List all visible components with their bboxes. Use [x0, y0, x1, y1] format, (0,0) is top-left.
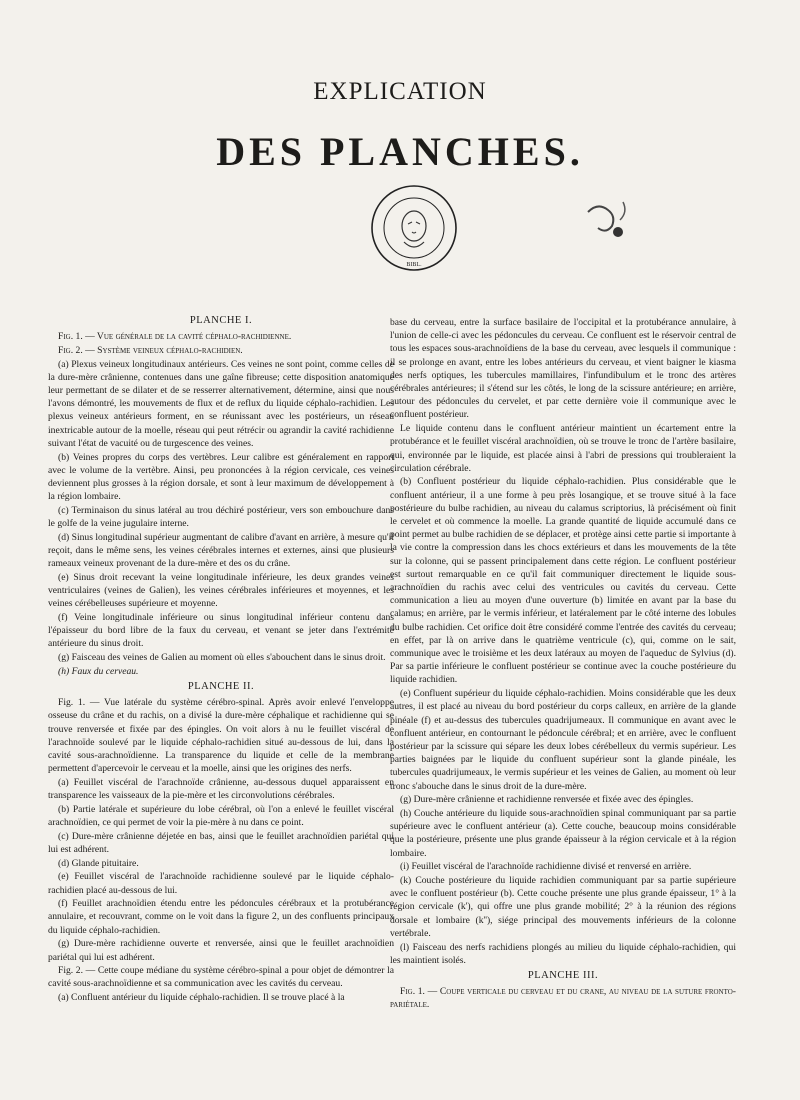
title-des-planches: DES PLANCHES.: [216, 129, 584, 174]
svg-text:BIBL.: BIBL.: [406, 262, 422, 268]
plate-2-item-e: (e) Feuillet viscéral de l'arachnoïde rachidienne soulevé par le liquide céphalo-rachidien placé au-dessous de lui.: [48, 871, 394, 896]
plate-2-item-b: (b) Partie latérale et supérieure du lobe cérébral, où l'on a enlevé le feuillet viscéral arachnoïdien, ce qui permet de voir la pie-mère à nu dans ce point.: [48, 803, 394, 829]
plate-1-item-e: (e) Sinus droit recevant la veine longitudinale inférieure, les deux grandes veines ventriculaires (veines de Galien), les veines cérébrales inférieures et moyennes, et les veines cérébelleuses supérieure et moyenne.: [48, 571, 394, 610]
plate-2-item-g: (g) Dure-mère rachidienne ouverte et renversée, ainsi que le feuillet arachnoïdien pariétal qui lui est adhérent.: [48, 938, 394, 963]
left-column: [48, 312, 394, 1005]
right-para-9: (l) Faisceau des nerfs rachidiens plongés au milieu du liquide céphalo-rachidien, qui les maintient isolés.: [390, 941, 736, 966]
right-para-8: (k) Couche postérieure du liquide rachidien communiquant par sa partie supérieure avec le confluent postérieur (b). Cette couche présente une plus grande épaisseur, 1° à la région cervicale (k'), qui offre une plus grande mobilité; 2° à la réunion des régions dorsale et lombaire (k''), siége principal des mouvements inférieurs de la colonne vertébrale.: [390, 875, 736, 939]
plate-2-item-d: (d) Glande pituitaire.: [58, 857, 139, 869]
plate-3-fig-1: Fig. 1. — Coupe verticale du cerveau et du crane, au niveau de la suture fronto-pariétale.: [390, 986, 736, 1011]
library-stamp: [368, 182, 460, 274]
plate-1-item-b: (b) Veines propres du corps des vertèbres. Leur calibre est généralement en rapport avec le volume de la vertèbre. Ainsi, peu prononcées à la région cervicale, ces veines deviennent plus grosses à la région dorsale, et sont à leur maximum de développement à la région lombaire.: [48, 451, 394, 503]
plate-1-item-g: (g) Faisceau des veines de Galien au moment où elles s'abouchent dans le sinus droit.: [58, 652, 386, 664]
plate-1-fig-2: Fig. 2. — Système veineux céphalo-rachidien.: [58, 344, 243, 356]
plate-2-heading: PLANCHE II.: [187, 680, 255, 692]
right-para-1: base du cerveau, entre la surface basilaire de l'occipital et la protubérance annulaire, à l'union de celle-ci avec les pédoncules du cerveau. Ce confluent est le réservoir central de tous les espaces sous-arachnoïdiens de la base du cerveau, avec lesquels il communique : il se prolonge en avant, entre les lobes antérieurs du cerveau, et vient baigner le kiasma des nerfs optiques, les tubercules mamillaires, l'infundibulum et le tronc des artères cérébrales antérieures; il s'étend sur les côtés, le long de la scissure antérieure; en arrière, autour des pédoncules du cervelet, et par cette dernière voie il communique avec le confluent postérieur.: [390, 317, 736, 421]
right-column: [390, 316, 736, 1012]
title-explication: EXPLICATION: [313, 78, 487, 105]
right-para-2: Le liquide contenu dans le confluent antérieur maintient un écartement entre la protubérance et le feuillet viscéral arachnoïdien, où se trouve le tronc de l'artère basilaire, qui, environnée par le liquide, est placée ainsi à l'abri de pressions qui troubleraient la circulation cérébrale.: [390, 423, 736, 474]
plate-2-fig-2-item-a: (a) Confluent antérieur du liquide céphalo-rachidien. Il se trouve placé à la: [58, 992, 345, 1004]
right-para-4: (e) Confluent supérieur du liquide céphalo-rachidien. Moins considérable que les deux autres, il est placé au niveau du bord postérieur du corps calleux, en arrière de la glande pinéale (f) et au-dessus des tubercules quadrijumeaux. Il communique en avant avec le confluent antérieur, en contournant le pédoncule cérébral; et en arrière, avec le confluent postérieur par la scissure qui sépare les deux lobes cérébelleux du vermis supérieur. Les parties baignées par le liquide du confluent supérieur sont la glande pinéale, les tubercules quadrijumeaux, le vermis supérieur et les veines de Galien, au moment où leur tronc s'abouche dans le sinus droit de la dure-mère.: [390, 688, 736, 792]
faint-stamp-mark: [568, 182, 648, 262]
plate-2-fig-1: Fig. 1. — Vue latérale du système cérébro-spinal. Après avoir enlevé l'enveloppe osseuse du crâne et du rachis, on a divisé la dure-mère céphalique et rachidienne qui se trouve renversée et fixée par des épingles. On voit alors à nu le feuillet viscéral de l'arachnoïde soulevé par le liquide céphalo-rachidien situé au-dessous de lui, dans la cavité sous-arachnoïdienne. La transparence du liquide et celle de la membrane permettent d'apercevoir le cerveau et la moelle, ainsi que les origines des nerfs.: [48, 697, 394, 775]
right-para-5: (g) Dure-mère crânienne et rachidienne renversée et fixée avec des épingles.: [400, 794, 694, 806]
plate-1-item-h: (h) Faux du cerveau.: [58, 665, 139, 677]
right-para-3: (b) Confluent postérieur du liquide céphalo-rachidien. Plus considérable que le confluent antérieur, il a une forme à peu près losangique, et se trouve situé à la face postérieure du bulbe rachidien, au niveau du calamus scriptorius, là précisément où finit le cervelet et où commence la moelle. La grande quantité de liquide accumulé dans ce point permet au bulbe rachidien de se déplacer, et protège ainsi cette partie si importante à la vie contre la compression dans les chocs extérieurs et dans les mouvements de la tête sur la colonne, qui se passent principalement dans cette région. Le confluent postérieur est surtout remarquable en ce qu'il fait communiquer directement le liquide sous-arachnoïdien du rachis avec celui des ventricules ou cavités du cerveau. Cette communication a lieu au moyen d'une ouverture (b) limitée en avant par la base du calamus; en arrière, par le vermis inférieur, et latéralement par le côté interne des lobules du bulbe rachidien. Cet orifice doit être considéré comme l'entrée des cavités du cerveau; en effet, par là on arrive dans le quatrième ventricule (c), qui, comme on le sait, communique avec le troisième et les deux latéraux au moyen de l'aqueduc de Sylvius (d). Par sa partie inférieure le confluent postérieur se continue avec la couche postérieure du liquide rachidien.: [390, 476, 736, 686]
plate-1-heading: PLANCHE I.: [189, 315, 253, 326]
plate-1-item-a: (a) Plexus veineux longitudinaux antérieurs. Ces veines ne sont point, comme celles de la dure-mère crânienne, contenues dans une gaîne fibreuse; cette disposition anatomique leur permettant de se dilater et de se resserrer alternativement, détermine, ainsi que nous l'avons démontré, les mouvements de flux et de reflux du liquide céphalo-rachidien. Les plexus veineux antérieurs forment, en se réunissant avec les postérieurs, un réseau inextricable autour de la moelle, réseau qui peut rétrécir ou agrandir la cavité rachidienne suivant l'état de vacuité ou de turgescence des veines.: [48, 358, 394, 449]
plate-1-item-d: (d) Sinus longitudinal supérieur augmentant de calibre d'avant en arrière, à mesure qu'il reçoit, dans le même sens, les veines cérébrales internes et externes, ainsi que plusieurs rameaux veineux provenant de la dure-mère et des os du crâne.: [48, 531, 394, 570]
plate-3-heading: PLANCHE III.: [527, 969, 599, 981]
right-para-7: (i) Feuillet viscéral de l'arachnoïde rachidienne divisé et renversé en arrière.: [400, 861, 692, 873]
plate-1-item-c: (c) Terminaison du sinus latéral au trou déchiré postérieur, vers son embouchure dans le golfe de la veine jugulaire interne.: [48, 504, 394, 530]
plate-2-fig-2: Fig. 2. — Cette coupe médiane du système cérébro-spinal a pour objet de démontrer la cavité sous-arachnoïdienne et sa communication avec les cavités du cerveau.: [48, 965, 394, 990]
plate-1-fig-1: Fig. 1. — Vue générale de la cavité céphalo-rachidienne.: [58, 331, 292, 343]
plate-2-item-a: (a) Feuillet viscéral de l'arachnoïde crânienne, au-dessous duquel apparaissent en transparence les vaisseaux de la pie-mère et les circonvolutions cérébrales.: [48, 776, 394, 802]
plate-1-item-f: (f) Veine longitudinale inférieure ou sinus longitudinal inférieur contenu dans l'épaisseur du bord libre de la faux du cerveau, et venant se jeter dans l'extrémité antérieure du sinus droit.: [48, 611, 394, 650]
right-para-6: (h) Couche antérieure du liquide sous-arachnoïdien spinal communiquant par sa partie supérieure avec le confluent antérieur (a). Cette couche, beaucoup moins considérable que la postérieure, présente une plus grande épaisseur à la région cervicale et à la région lombaire.: [390, 808, 736, 859]
plate-2-item-f: (f) Feuillet arachnoïdien étendu entre les pédoncules cérébraux et la protubérance annulaire, et recouvrant, comme on le voit dans la figure 2, un des confluents principaux du liquide céphalo-rachidien.: [48, 898, 394, 936]
plate-2-item-c: (c) Dure-mère crânienne déjetée en bas, ainsi que le feuillet arachnoïdien pariétal qui lui est adhérent.: [48, 830, 394, 855]
